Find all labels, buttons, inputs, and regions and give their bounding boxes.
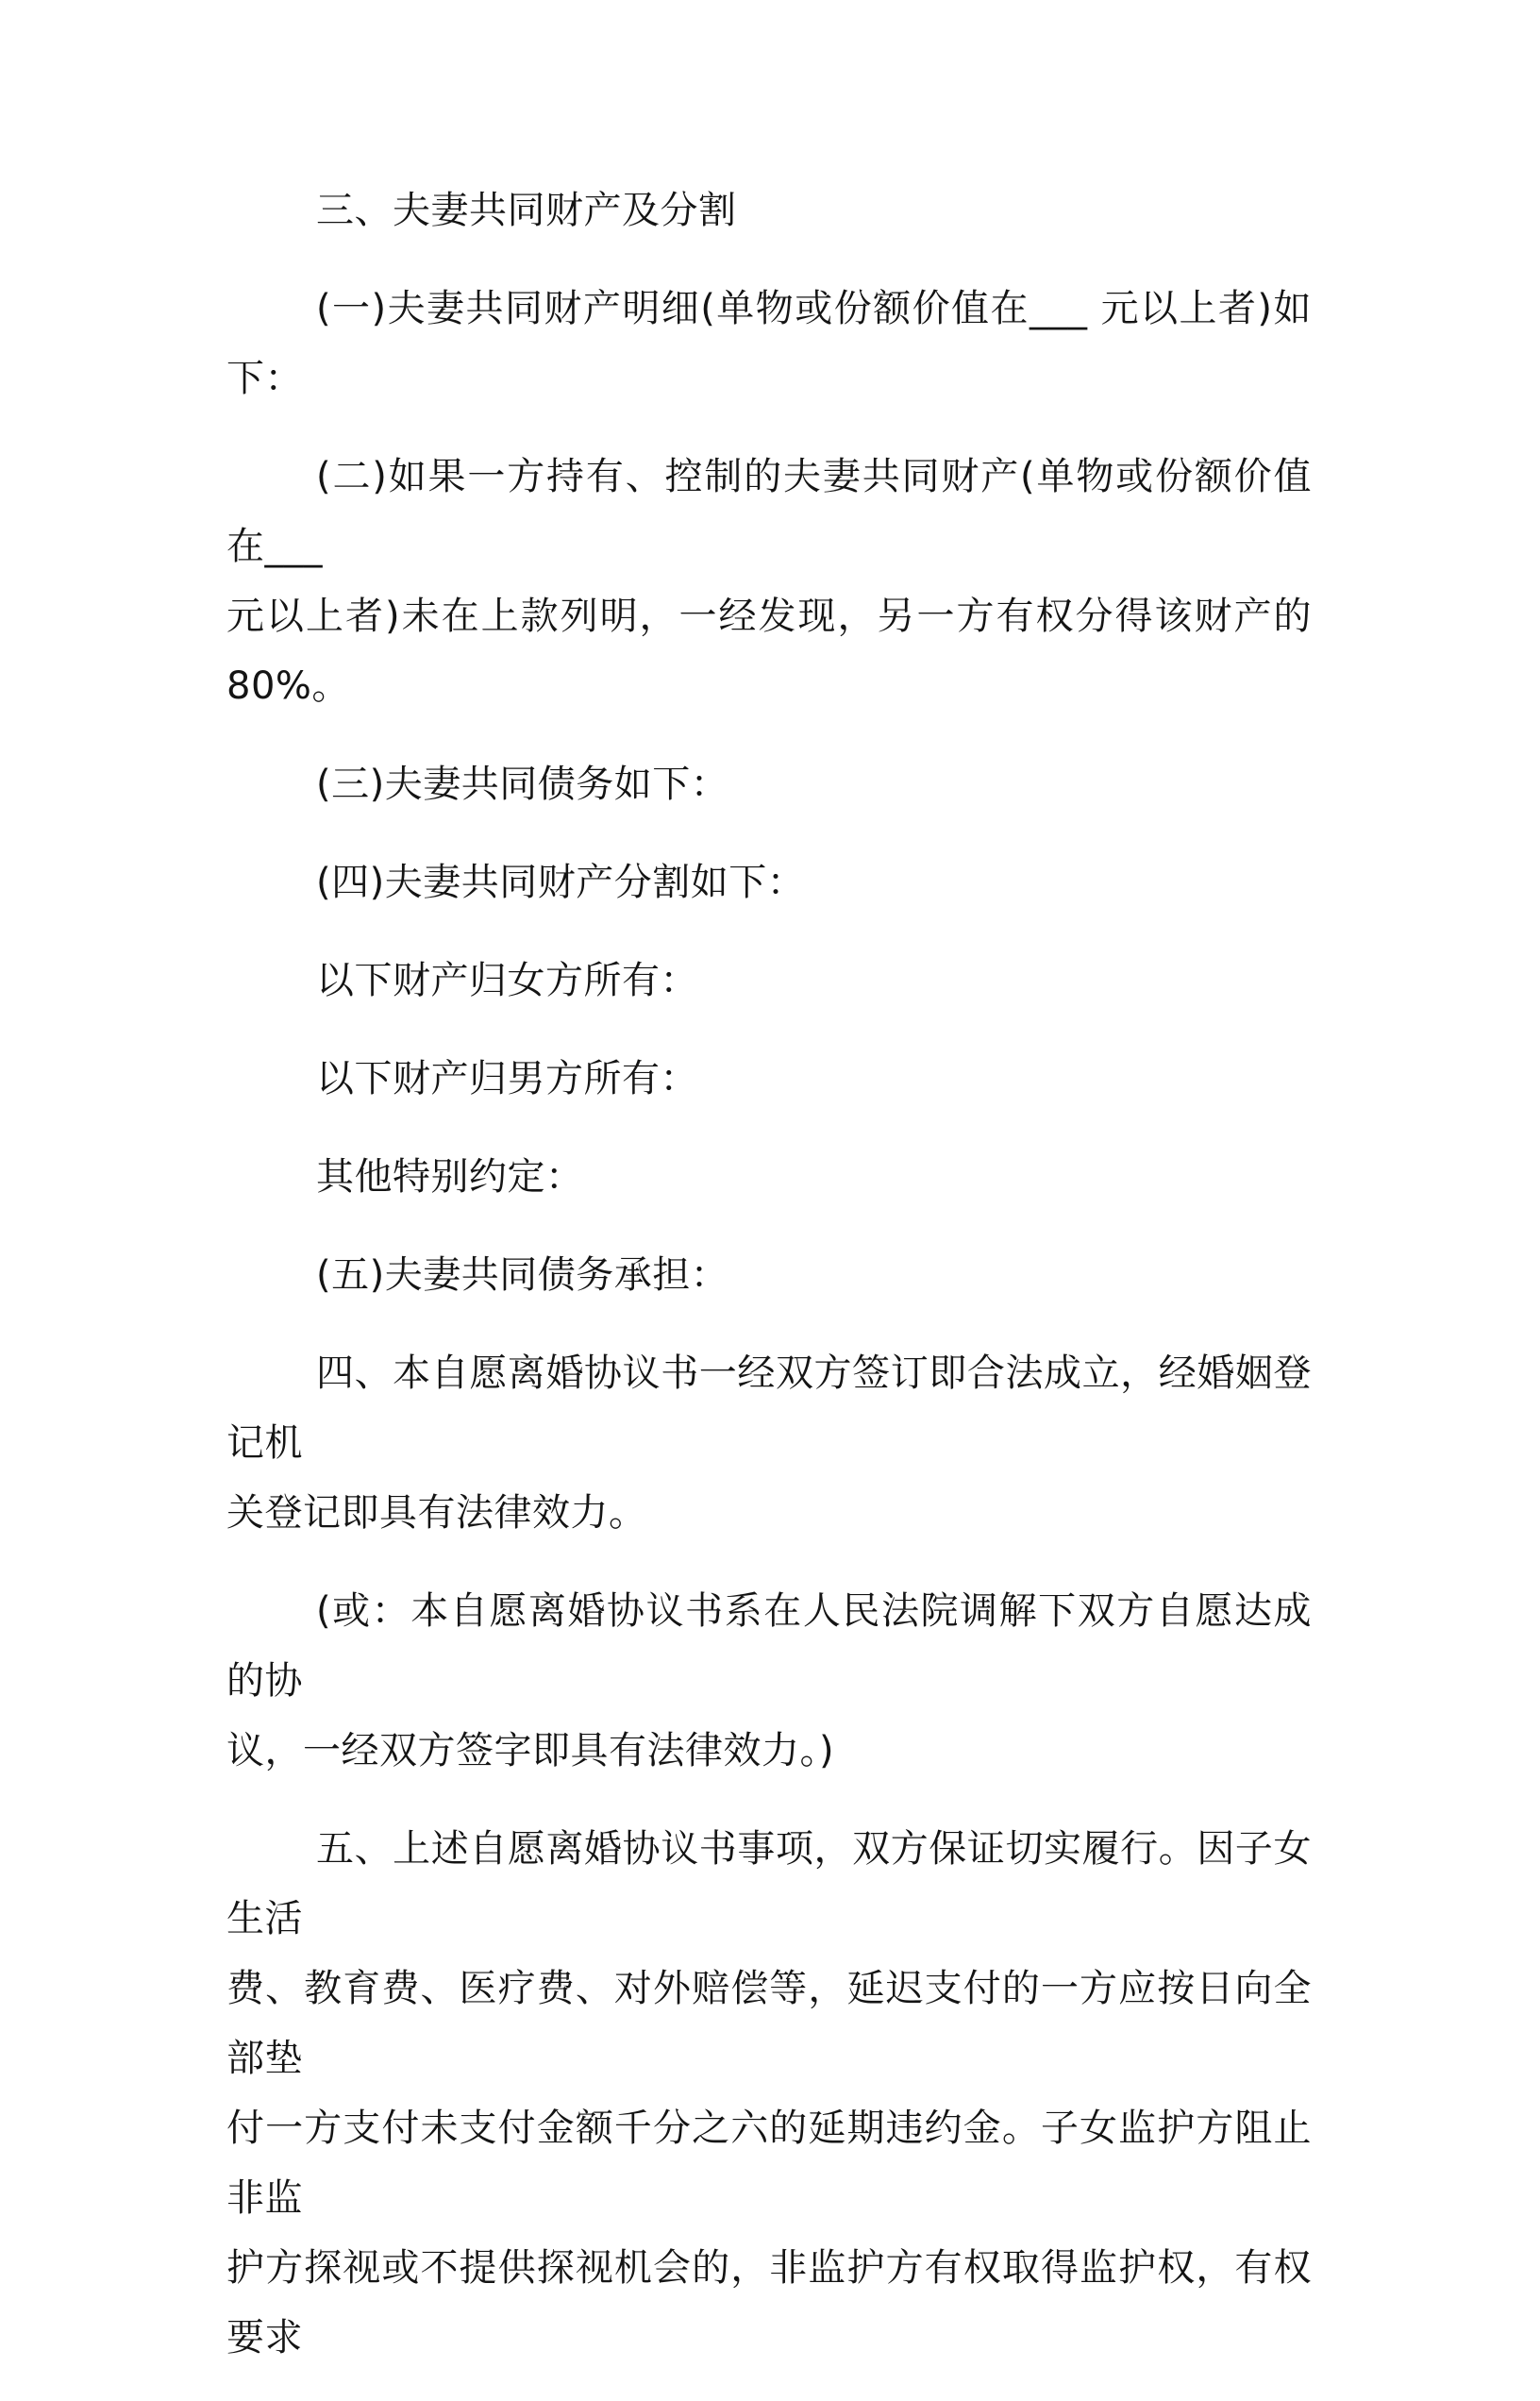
text-line: (或：本自愿离婚协议书系在人民法院调解下双方自愿达成的协 [226,1589,1312,1703]
text-line: (一)夫妻共同财产明细(单物或份额价值在___ 元以上者)如下： [226,287,1312,400]
clause-joint-debts [226,749,1312,819]
clause-unlisted-property [226,442,1312,721]
clause-court-mediation [226,1576,1312,1786]
text-line: (三)夫妻共同债务如下： [316,763,729,806]
section-legal-effect [226,1338,1312,1548]
text-line: 其他特别约定： [316,1155,584,1199]
text-line: (二)如果一方持有、控制的夫妻共同财产(单物或份额价值在___ [226,455,1312,568]
document-body [226,176,1312,2401]
clause-property-list [226,274,1312,413]
clause-female-property [226,946,1312,1016]
text-line: 以下财产归女方所有： [316,959,698,1002]
clause-special-terms [226,1142,1312,1212]
text-line: 付一方支付未支付金额千分之六的延期违约金。子女监护方阻止非监 [226,2107,1312,2220]
clause-debt-bearing [226,1240,1312,1310]
text-line: 元以上者)未在上款列明，一经发现，另一方有权分得该财产的 80%。 [226,595,1312,708]
text-line: (四)夫妻共同财产分割如下： [316,861,806,904]
section-heading-property [226,176,1312,245]
clause-male-property [226,1044,1312,1114]
text-line: 三、夫妻共同财产及分割 [316,189,737,232]
clause-property-division [226,848,1312,917]
section-performance [226,1814,1312,2373]
text-line: 四、本自愿离婚协议书一经双方签订即合法成立，经婚姻登记机 [226,1352,1312,1465]
text-line: (五)夫妻共同债务承担： [316,1253,729,1297]
text-line: 关登记即具有法律效力。 [226,1491,647,1535]
text-line: 费、教育费、医疗费、对外赔偿等，延迟支付的一方应按日向全部垫 [226,1967,1312,2080]
text-line: 五、上述自愿离婚协议书事项，双方保证切实履行。因子女生活 [226,1827,1312,1940]
text-line: 以下财产归男方所有： [316,1057,698,1100]
text-line: 议，一经双方签字即具有法律效力。) [226,1729,835,1772]
text-line: 护方探视或不提供探视机会的，非监护方有权取得监护权，有权要求 [226,2246,1312,2359]
